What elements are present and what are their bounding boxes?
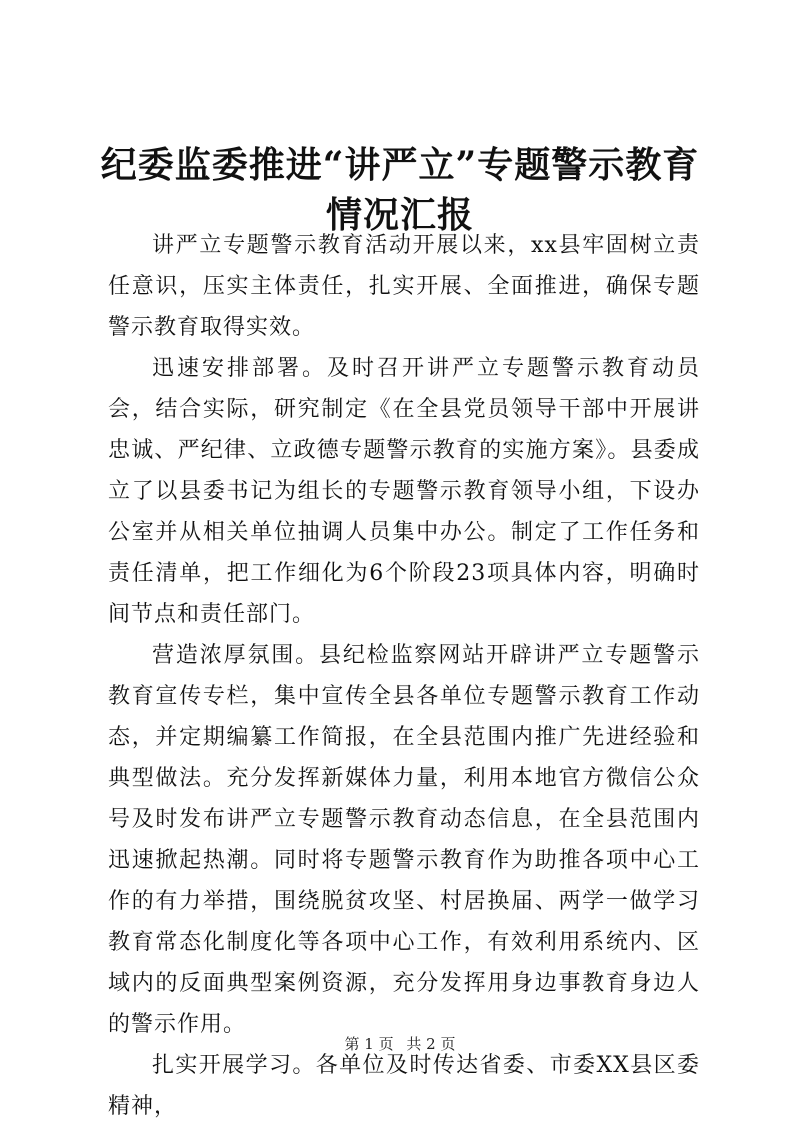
document-body [108,225,700,1127]
page-total: 共 2 页 [406,1035,456,1053]
page-number: 第 1 页 [344,1035,394,1053]
paragraph-intro: 讲严立专题警示教育活动开展以来，xx县牢固树立责任意识，压实主体责任，扎实开展、全面推进，确保专题警示教育取得实效。 [108,233,700,340]
paragraph-study: 扎实开展学习。各单位及时传达省委、市委XX县区委精神， [108,1053,700,1119]
paragraph-atmosphere: 营造浓厚氛围。县纪检监察网站开辟讲严立专题警示教育宣传专栏，集中宣传全县各单位专题警示教育工作动态，并定期编纂工作简报，在全县范围内推广先进经验和典型做法。充分发挥新媒体力量，利用本地官方微信公众号及时发布讲严立专题警示教育动态信息，在全县范围内迅速掀起热潮。同时将专题警示教育作为助推各项中心工作的有力举措，围绕脱贫攻坚、村居换届、两学一做学习教育常态化制度化等各项中心工作，有效利用系统内、区域内的反面典型案例资源，充分发挥用身边事教育身边人的警示作用。 [108,643,700,1037]
page-footer [0,1034,800,1054]
document-title: 纪委监委推进“讲严立”专题警示教育情况汇报 [100,144,700,236]
paragraph-deployment: 迅速安排部署。及时召开讲严立专题警示教育动员会，结合实际，研究制定《在全县党员领导干部中开展讲忠诚、严纪律、立政德专题警示教育的实施方案》。县委成立了以县委书记为组长的专题警示教育领导小组，下设办公室并从相关单位抽调人员集中办公。制定了工作任务和责任清单，把工作细化为6个阶段23项具体内容，明确时间节点和责任部门。 [108,356,700,627]
